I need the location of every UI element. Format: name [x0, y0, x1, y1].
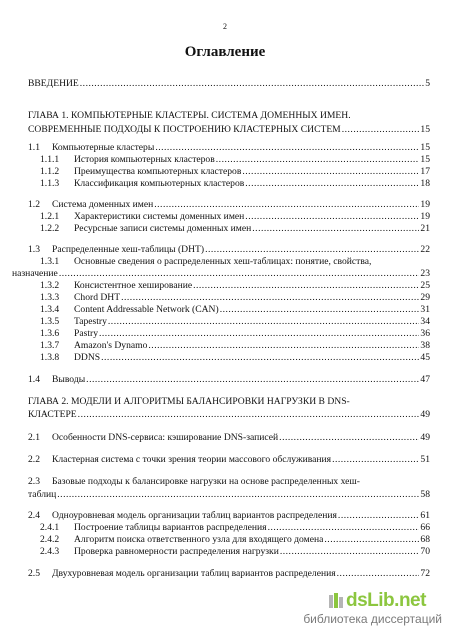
toc-entry[interactable]: [28, 199, 430, 211]
toc-leader-dots: [279, 432, 419, 444]
toc-entry[interactable]: [28, 432, 430, 444]
toc-entry-number: 1.3.1: [40, 256, 60, 267]
page-number: 2: [223, 22, 227, 31]
watermark-subtitle: библиотека диссертаций: [303, 612, 442, 626]
toc-entry-title: ГЛАВА 2. МОДЕЛИ И АЛГОРИТМЫ БАЛАНСИРОВКИ НАГРУЗКИ В DNS-: [28, 396, 350, 407]
toc-leader-dots: [324, 534, 419, 546]
toc-entry[interactable]: [12, 256, 430, 280]
toc-entry-title: Content Addressable Network (CAN): [74, 304, 219, 315]
toc-entry[interactable]: [40, 304, 430, 316]
toc-entry-title: Проверка равномерности распределения нагрузки: [74, 546, 279, 557]
toc-entry-page: 17: [420, 166, 430, 177]
toc-entry[interactable]: [28, 510, 430, 522]
toc-leader-dots: [216, 154, 420, 166]
toc-entry-page: 51: [420, 454, 430, 465]
toc-entry-page: 49: [420, 432, 430, 443]
toc-entry-number: 2.4.3: [40, 546, 60, 557]
toc-entry[interactable]: [40, 166, 430, 178]
toc-entry-page: 15: [420, 142, 430, 153]
toc-leader-dots: [59, 268, 420, 280]
toc-entry-title: Pastry: [74, 328, 98, 339]
toc-leader-dots: [155, 142, 419, 154]
toc-entry-title-continued: таблиц: [28, 489, 57, 500]
page-title: Оглавление: [184, 44, 266, 60]
toc-entry-page: 36: [420, 328, 430, 339]
toc-entry-number: 1.1.3: [40, 178, 60, 189]
toc-leader-dots: [121, 292, 419, 304]
toc-entry[interactable]: [28, 244, 430, 256]
toc-entry-number: 1.1: [28, 142, 40, 153]
toc-entry[interactable]: [40, 223, 430, 235]
toc-entry-page: 19: [420, 199, 430, 210]
toc-leader-dots: [332, 454, 419, 466]
toc-leader-dots: [245, 211, 419, 223]
toc-leader-dots: [280, 546, 420, 558]
toc-entry-number: 1.1.2: [40, 166, 60, 177]
toc-entry-number: 1.3.5: [40, 316, 60, 327]
toc-leader-dots: [338, 510, 419, 522]
toc-entry-page: 22: [420, 244, 430, 255]
toc-entry-page: 15: [420, 154, 430, 165]
toc-entry[interactable]: [28, 476, 430, 501]
toc-entry-title: Характеристики системы доменных имен: [74, 211, 245, 222]
toc-entry[interactable]: [28, 568, 430, 580]
book-stack-icon: [328, 592, 344, 610]
toc-leader-dots: [337, 568, 420, 580]
toc-entry[interactable]: [40, 328, 430, 340]
toc-entry-number: 2.4.2: [40, 534, 60, 545]
toc-leader-dots: [101, 352, 419, 364]
toc-entry-title: Ресурсные записи системы доменных имен: [74, 223, 252, 234]
toc-entry-number: 2.4.1: [40, 522, 60, 533]
toc-entry-title-continued: СОВРЕМЕННЫЕ ПОДХОДЫ К ПОСТРОЕНИЮ КЛАСТЕРНЫХ СИСТЕМ: [28, 124, 341, 135]
toc-leader-dots: [57, 489, 419, 501]
toc-entry-title: Выводы: [52, 374, 86, 385]
toc-entry[interactable]: [40, 522, 430, 534]
toc-leader-dots: [342, 124, 420, 136]
toc-entry-number: 1.3.6: [40, 328, 60, 339]
toc-entry[interactable]: [40, 280, 430, 292]
toc-entry-title: Алгоритм поиска ответственного узла для входящего домена: [74, 534, 324, 545]
toc-entry-title: ВВЕДЕНИЕ: [28, 78, 79, 89]
toc-entry-title: Базовые подходы к балансировке нагрузки на основе распределенных хеш-: [52, 476, 360, 487]
toc-entry[interactable]: [28, 110, 430, 136]
toc-entry-number: 1.2.1: [40, 211, 60, 222]
toc-entry-page: 49: [420, 409, 430, 420]
toc-entry-page: 29: [420, 292, 430, 303]
toc-leader-dots: [268, 522, 420, 534]
toc-entry[interactable]: [40, 340, 430, 352]
toc-entry-page: 34: [420, 316, 430, 327]
toc-entry-page: 45: [420, 352, 430, 363]
toc-entry[interactable]: [28, 454, 430, 466]
toc-entry-page: 5: [425, 78, 430, 89]
toc-entry-title: Двухуровневая модель организации таблиц вариантов распределения: [52, 568, 336, 579]
toc-entry-number: 1.4: [28, 374, 40, 385]
toc-entry-number: 1.3.4: [40, 304, 60, 315]
toc-entry[interactable]: [40, 211, 430, 223]
toc-entry-page: 15: [420, 124, 430, 135]
toc-entry-number: 2.4: [28, 510, 40, 521]
toc-entry-page: 38: [420, 340, 430, 351]
toc-entry-number: 1.3.7: [40, 340, 60, 351]
toc-leader-dots: [245, 178, 419, 190]
toc-leader-dots: [78, 409, 420, 421]
toc-entry[interactable]: [28, 78, 430, 90]
toc-leader-dots: [193, 280, 419, 292]
toc-entry-page: 21: [420, 223, 430, 234]
toc-entry-title-continued: КЛАСТЕРЕ: [28, 409, 77, 420]
toc-entry-number: 1.1.1: [40, 154, 60, 165]
toc-entry-title: Консистентное хеширование: [74, 280, 193, 291]
toc-entry[interactable]: [40, 178, 430, 190]
toc-entry[interactable]: [40, 546, 430, 558]
toc-leader-dots: [220, 304, 420, 316]
watermark: [252, 590, 442, 630]
toc-entry[interactable]: [40, 154, 430, 166]
toc-leader-dots: [242, 166, 419, 178]
toc-entry-title-continued: назначение: [12, 268, 58, 279]
toc-entry-page: 66: [420, 522, 430, 533]
toc-entry-title: DDNS: [74, 352, 101, 363]
toc-entry-page: 31: [420, 304, 430, 315]
toc-entry-title: Классификация компьютерных кластеров: [74, 178, 245, 189]
toc-entry-title: ГЛАВА 1. КОМПЬЮТЕРНЫЕ КЛАСТЕРЫ. СИСТЕМА ДОМЕННЫХ ИМЕН.: [28, 110, 351, 121]
toc-entry-title: Система доменных имен: [52, 199, 154, 210]
toc-entry-page: 61: [420, 510, 430, 521]
toc-entry-number: 1.3: [28, 244, 40, 255]
toc-leader-dots: [80, 78, 424, 90]
toc-entry-number: 2.3: [28, 476, 40, 487]
toc-leader-dots: [99, 328, 419, 340]
toc-entry-page: 58: [420, 489, 430, 500]
toc-entry-title: Преимущества компьютерных кластеров: [74, 166, 242, 177]
toc-entry-title: Одноуровневая модель организации таблиц вариантов распределения: [52, 510, 337, 521]
toc-entry-number: 2.5: [28, 568, 40, 579]
toc-leader-dots: [154, 199, 419, 211]
toc-entry-title: Основные сведения о распределенных хеш-таблицах: понятие, свойства,: [74, 256, 372, 267]
toc-entry[interactable]: [28, 142, 430, 154]
toc-leader-dots: [205, 244, 419, 256]
toc-entry[interactable]: [40, 316, 430, 328]
toc-entry-page: 72: [420, 568, 430, 579]
toc-entry-page: 25: [420, 280, 430, 291]
toc-leader-dots: [252, 223, 419, 235]
toc-leader-dots: [108, 316, 420, 328]
toc-entry-title: Amazon's Dynamo: [74, 340, 148, 351]
toc-entry-title: Chord DHT: [74, 292, 121, 303]
toc-entry-title: Кластерная система с точки зрения теории массового обслуживания: [52, 454, 332, 465]
toc-entry[interactable]: [40, 292, 430, 304]
toc-entry[interactable]: [40, 352, 430, 364]
toc-entry-page: 68: [420, 534, 430, 545]
toc-entry[interactable]: [40, 534, 430, 546]
toc-entry-page: 19: [420, 211, 430, 222]
watermark-logo: dsLib.net: [346, 590, 426, 611]
toc-entry-number: 1.2: [28, 199, 40, 210]
toc-entry-page: 70: [420, 546, 430, 557]
toc-entry[interactable]: [28, 374, 430, 386]
toc-entry-number: 1.2.2: [40, 223, 60, 234]
toc-entry-number: 1.3.8: [40, 352, 60, 363]
toc-leader-dots: [148, 340, 419, 352]
toc-entry-page: 23: [420, 268, 430, 279]
toc-entry-number: 1.3.2: [40, 280, 60, 291]
toc-entry-number: 2.2: [28, 454, 40, 465]
toc-entry-title: Компьютерные кластеры: [52, 142, 155, 153]
toc-entry-title: История компьютерных кластеров: [74, 154, 215, 165]
toc-entry-number: 2.1: [28, 432, 40, 443]
toc-entry-number: 1.3.3: [40, 292, 60, 303]
toc-entry-title: Особенности DNS-сервиса: кэширование DNS-записей: [52, 432, 279, 443]
toc-entry-page: 18: [420, 178, 430, 189]
toc-entry-title: Построение таблицы вариантов распределения: [74, 522, 267, 533]
toc-entry-page: 47: [420, 374, 430, 385]
toc-entry[interactable]: [28, 396, 430, 421]
toc-entry-title: Распределенные хеш-таблицы (DHT): [52, 244, 205, 255]
toc-entry-title: Tapestry: [74, 316, 107, 327]
toc-leader-dots: [86, 374, 419, 386]
